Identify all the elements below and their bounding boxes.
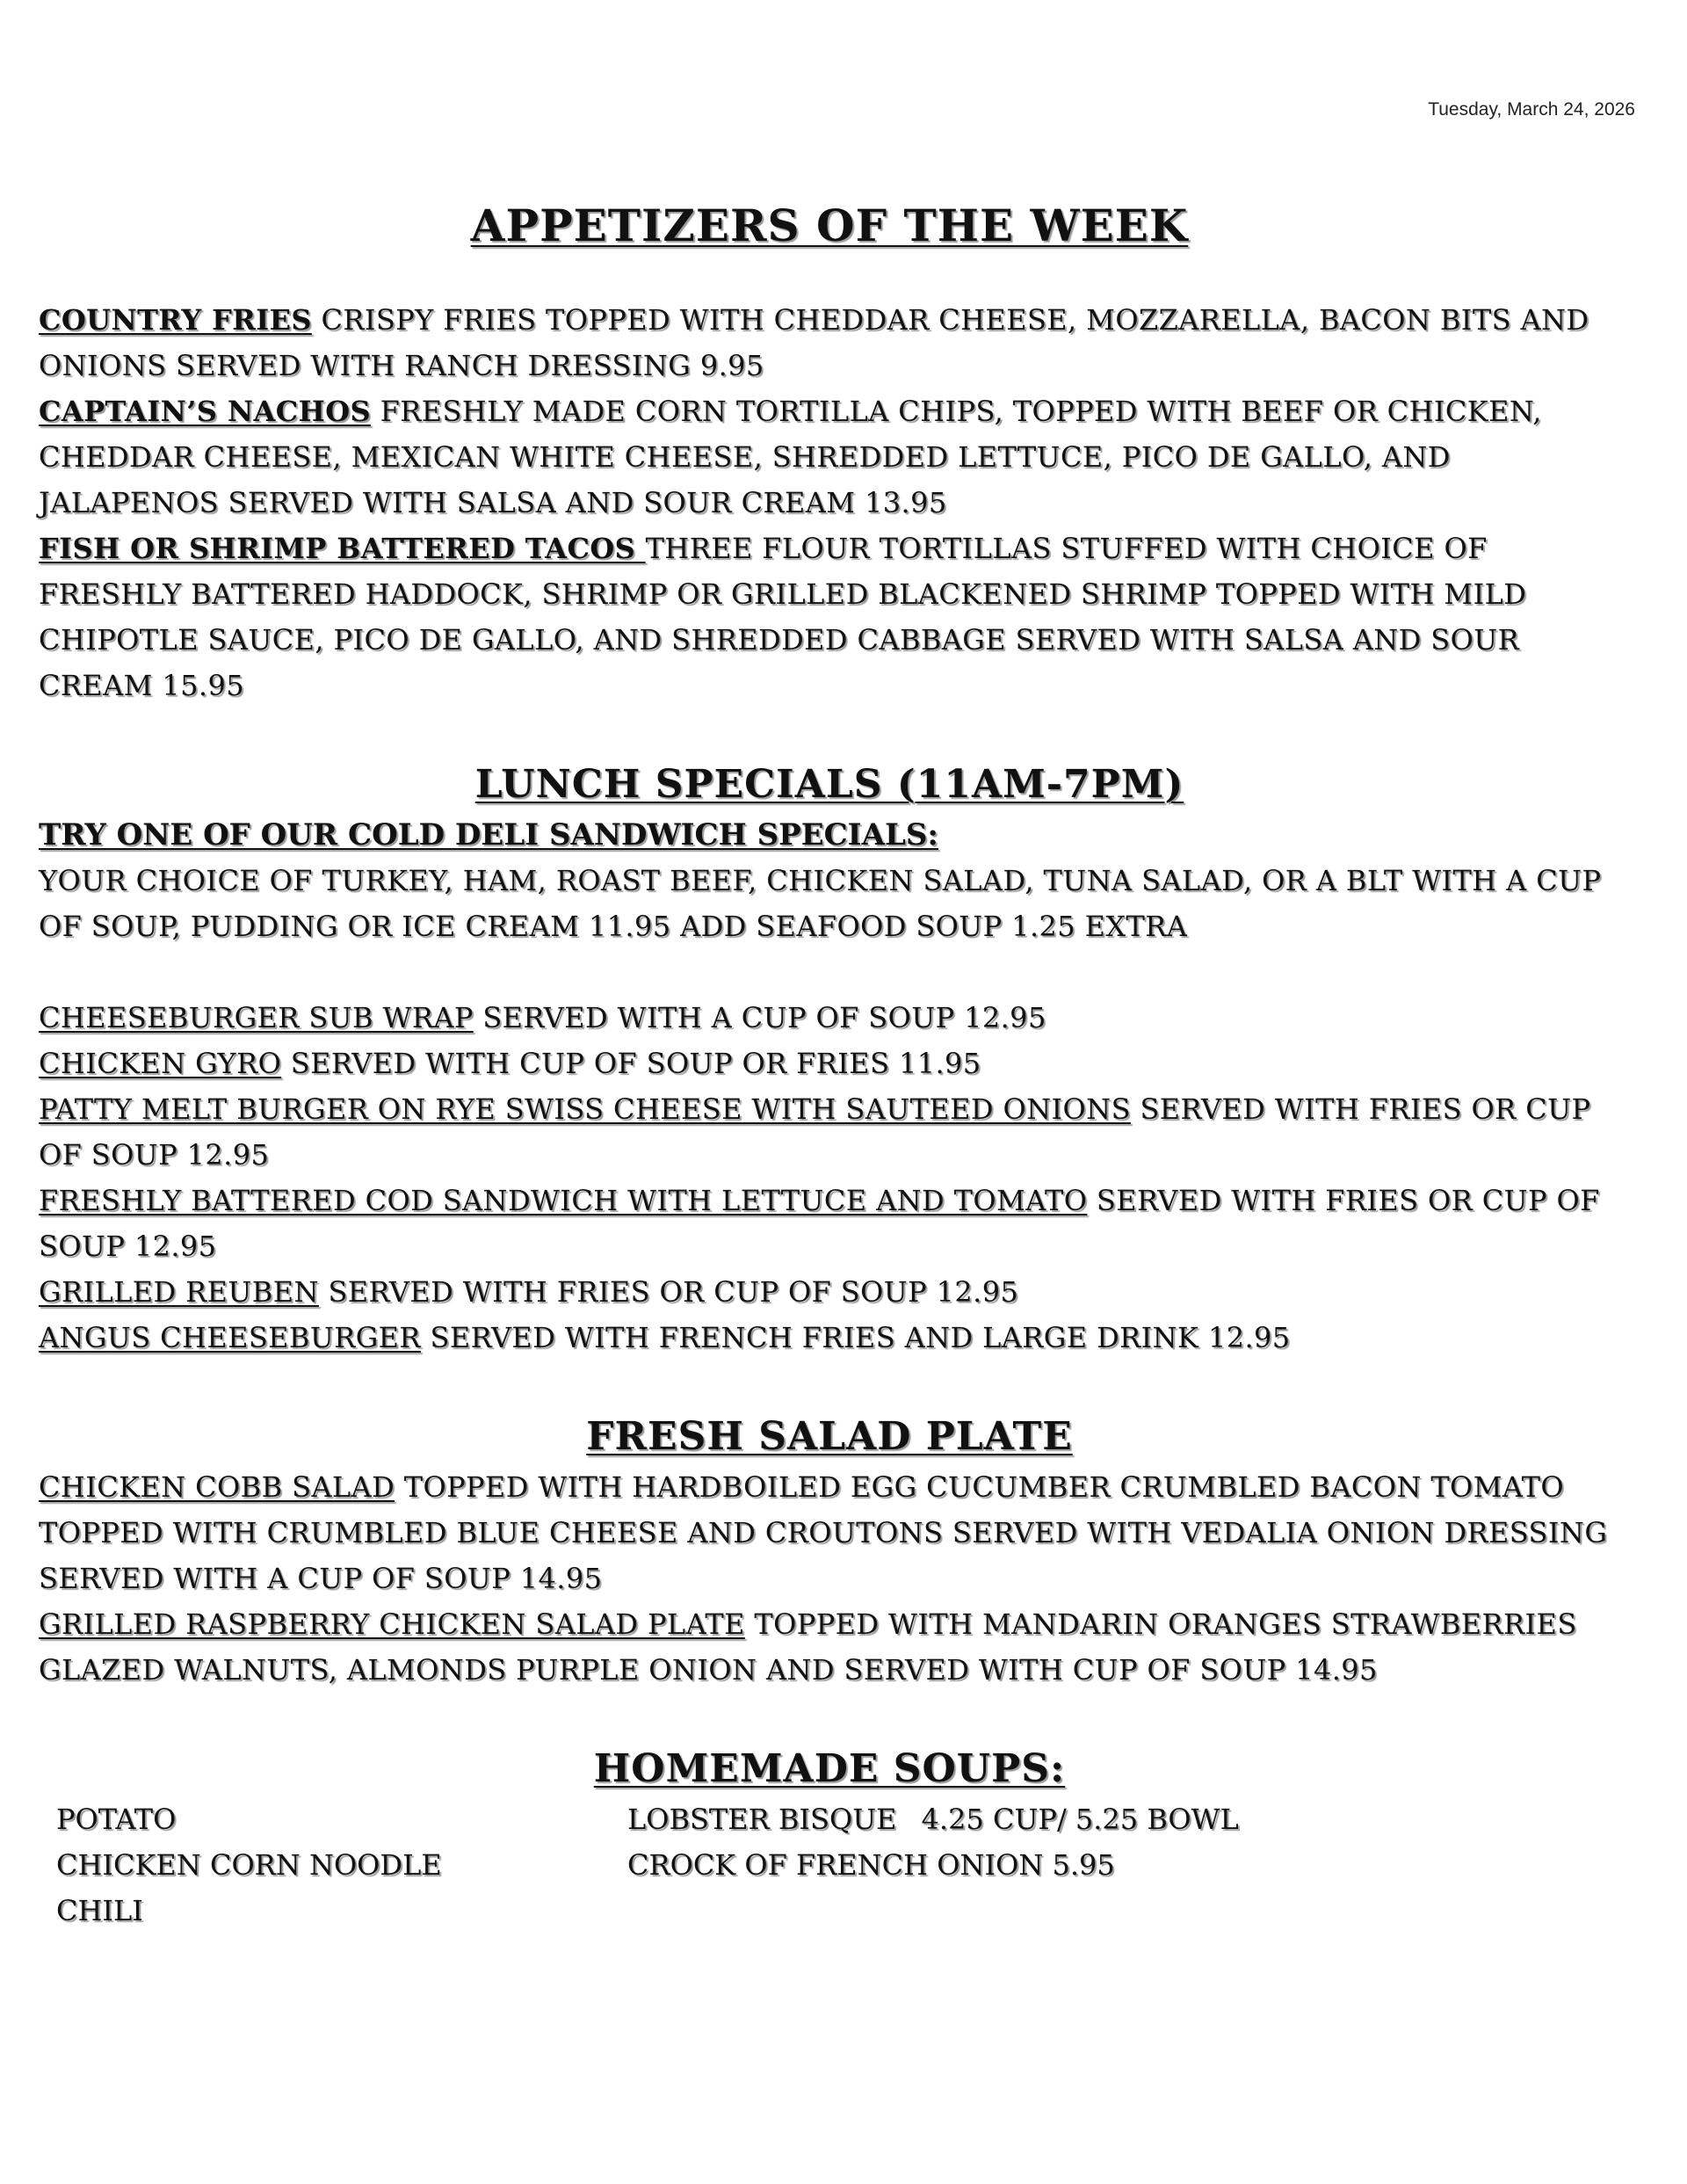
- lunch-item-description: SERVED WITH FRIES OR CUP OF SOUP 12.95: [39, 1184, 1600, 1263]
- appetizer-name: COUNTRY FRIES: [39, 303, 312, 337]
- appetizer-description: CRISPY FRIES TOPPED WITH CHEDDAR CHEESE, MOZZARELLA, BACON BITS AND ONIONS SERVED WITH RANCH DRESSING 9.95: [39, 303, 1589, 382]
- appetizer-name: CAPTAIN’S NACHOS: [39, 395, 372, 428]
- lunch-item-name: ANGUS CHEESEBURGER: [39, 1321, 421, 1354]
- soup-item: CHILI: [56, 1894, 143, 1927]
- soup-name: LOBSTER BISQUE: [627, 1803, 897, 1836]
- section-spacer: [39, 708, 1620, 758]
- appetizer-item: [39, 297, 1620, 388]
- deli-description: YOUR CHOICE OF TURKEY, HAM, ROAST BEEF, CHICKEN SALAD, TUNA SALAD, OR A BLT WITH A CUP OF SOUP, PUDDING OR ICE CREAM 11.95 ADD SEAFOOD SOUP 1.25 EXTRA: [39, 864, 1602, 943]
- salad-item-description: TOPPED WITH HARDBOILED EGG CUCUMBER CRUMBLED BACON TOMATO TOPPED WITH CRUMBLED BLUE CHEESE AND CROUTONS SERVED WITH VEDALIA ONION DRESSING SERVED WITH A CUP OF SOUP 14.95: [39, 1470, 1608, 1595]
- salad-item-name: GRILLED RASPBERRY CHICKEN SALAD PLATE: [39, 1607, 745, 1641]
- deli-text: [39, 858, 1620, 949]
- deli-heading: TRY ONE OF OUR COLD DELI SANDWICH SPECIALS:: [39, 817, 938, 853]
- print-date: Tuesday, March 24, 2026: [1428, 99, 1635, 120]
- soups-heading: HOMEMADE SOUPS:: [593, 1746, 1066, 1791]
- lunch-item: [39, 1315, 1620, 1360]
- lunch-item-name: GRILLED REUBEN: [39, 1275, 319, 1309]
- lunch-item: [39, 1269, 1620, 1315]
- appetizers-list: [39, 297, 1620, 708]
- salad-item-name: CHICKEN COBB SALAD: [39, 1470, 395, 1504]
- salad-item-description: TOPPED WITH MANDARIN ORANGES STRAWBERRIES GLAZED WALNUTS, ALMONDS PURPLE ONION AND SERVED WITH CUP OF SOUP 14.95: [39, 1607, 1577, 1687]
- lunch-item-description: SERVED WITH FRIES OR CUP OF SOUP 12.95: [39, 1092, 1591, 1172]
- soup-item: CHICKEN CORN NOODLE: [56, 1848, 442, 1882]
- lunch-item-description: SERVED WITH FRENCH FRIES AND LARGE DRINK 12.95: [420, 1321, 1291, 1354]
- lunch-list: [39, 995, 1620, 1360]
- appetizer-item: [39, 388, 1620, 526]
- lunch-item-description: SERVED WITH FRIES OR CUP OF SOUP 12.95: [318, 1275, 1019, 1309]
- salad-item: [39, 1601, 1620, 1693]
- lunch-item-description: SERVED WITH CUP OF SOUP OR FRIES 11.95: [281, 1047, 981, 1080]
- lunch-item: [39, 995, 1620, 1041]
- appetizer-description: FRESHLY MADE CORN TORTILLA CHIPS, TOPPED WITH BEEF OR CHICKEN, CHEDDAR CHEESE, MEXICAN WHITE CHEESE, SHREDDED LETTUCE, PICO DE GALLO, AND JALAPENOS SERVED WITH SALSA AND SOUR CREAM 13.95: [39, 395, 1542, 519]
- lunch-item: [39, 1086, 1620, 1178]
- lunch-item: [39, 1041, 1620, 1086]
- soups-list: [39, 1796, 1620, 1934]
- salad-list: [39, 1464, 1620, 1693]
- lunch-item-name: CHEESEBURGER SUB WRAP: [39, 1001, 474, 1034]
- lunch-item-name: CHICKEN GYRO: [39, 1047, 282, 1080]
- appetizer-item: [39, 526, 1620, 708]
- soup-item: POTATO: [56, 1803, 177, 1836]
- soup-price: 4.25 CUP/ 5.25 BOWL: [921, 1803, 1239, 1836]
- section-spacer: [39, 1360, 1620, 1410]
- lunch-item-name: PATTY MELT BURGER ON RYE SWISS CHEESE WITH SAUTEED ONIONS: [39, 1092, 1131, 1126]
- lunch-item: [39, 1178, 1620, 1269]
- soup-name: CROCK OF FRENCH ONION 5.95: [627, 1848, 1115, 1882]
- salad-heading: FRESH SALAD PLATE: [586, 1414, 1073, 1459]
- section-spacer: [39, 949, 1620, 995]
- menu-content: [39, 195, 1620, 1934]
- soup-item: [627, 1796, 1418, 1842]
- soups-right-column: [627, 1796, 1418, 1934]
- lunch-heading: LUNCH SPECIALS (11AM-7PM): [474, 762, 1184, 807]
- lunch-item-description: SERVED WITH A CUP OF SOUP 12.95: [473, 1001, 1046, 1034]
- appetizers-heading: APPETIZERS OF THE WEEK: [470, 200, 1189, 251]
- appetizer-description: THREE FLOUR TORTILLAS STUFFED WITH CHOICE OF FRESHLY BATTERED HADDOCK, SHRIMP OR GRILLED BLACKENED SHRIMP TOPPED WITH MILD CHIPOTLE SAUCE, PICO DE GALLO, AND SHREDDED CABBAGE SERVED WITH SALSA AND SOUR CREAM 15.95: [39, 532, 1527, 702]
- soups-left-column: [39, 1796, 627, 1934]
- salad-item: [39, 1464, 1620, 1601]
- appetizer-name: FISH OR SHRIMP BATTERED TACOS: [39, 532, 646, 565]
- lunch-item-name: FRESHLY BATTERED COD SANDWICH WITH LETTUCE AND TOMATO: [39, 1184, 1088, 1217]
- section-spacer: [39, 1693, 1620, 1742]
- soup-item: [627, 1842, 1418, 1888]
